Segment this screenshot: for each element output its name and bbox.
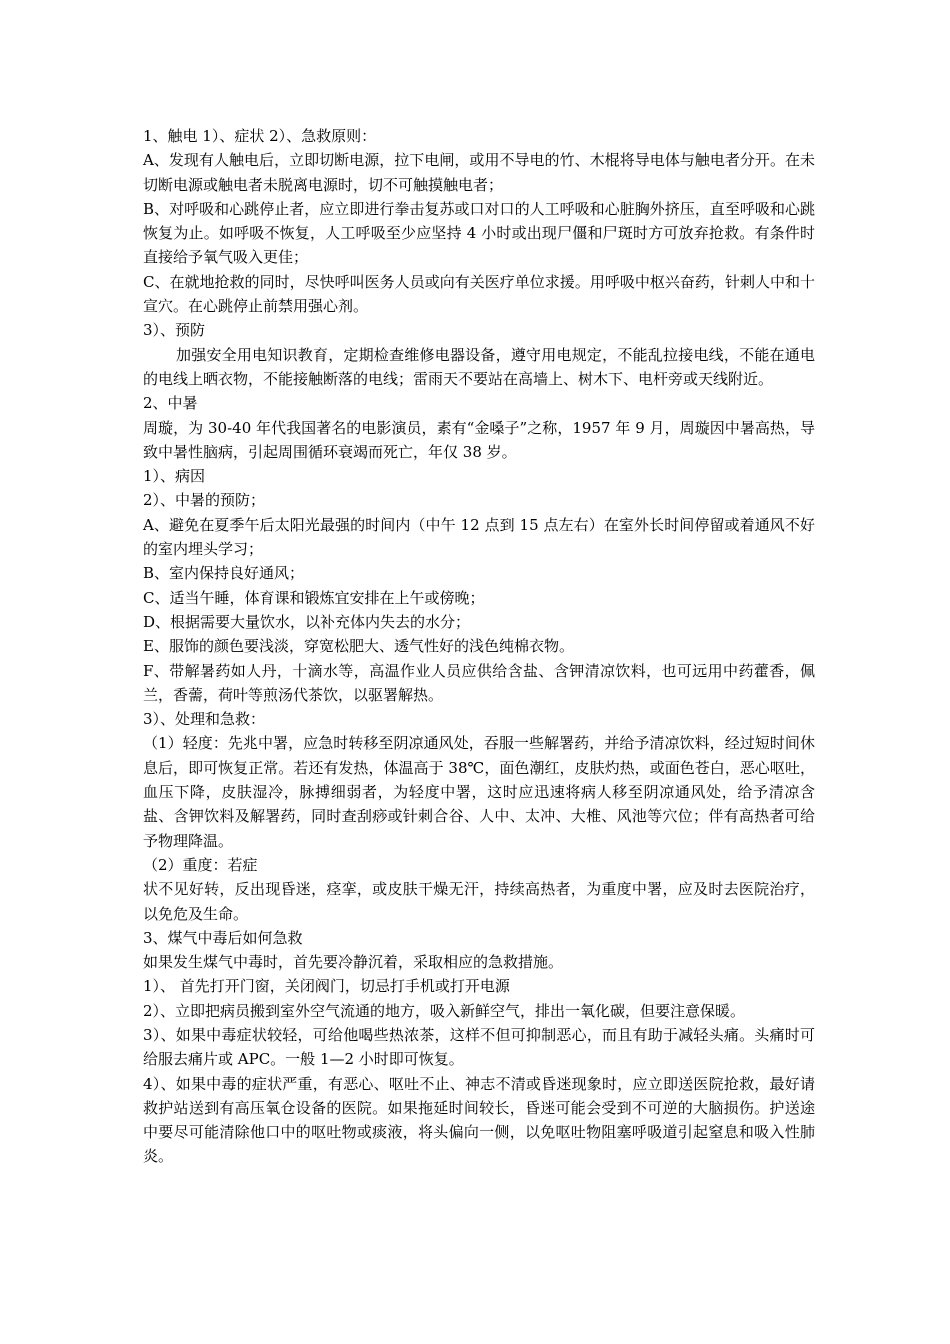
section-heading-heatstroke: 2、中暑 <box>143 394 198 413</box>
paragraph: F、带解暑药如人丹，十滴水等，高温作业人员应供给含盐、含钾清凉饮料，也可远用中药藿香，佩兰，香薷，荷叶等煎汤代茶饮，以驱署解热。 <box>143 661 815 704</box>
paragraph: A、发现有人触电后，立即切断电源，拉下电闸，或用不导电的竹、木棍将导电体与触电者分开。在未切断电源或触电者未脱离电源时，切不可触摸触电者； <box>143 151 815 194</box>
paragraph: B、室内保持良好通风； <box>143 564 305 583</box>
paragraph: 加强安全用电知识教育，定期检查维修电器设备，遵守用电规定，不能乱拉接电线，不能在通电的电线上晒衣物，不能接触断落的电线；雷雨天不要站在高墙上、树木下、电杆旁或天线附近。 <box>143 345 815 388</box>
paragraph: E、服饰的颜色要浅淡，穿宽松肥大、透气性好的浅色纯棉衣物。 <box>143 637 574 656</box>
document-body <box>143 124 815 1169</box>
section-heading-electric-shock: 1、触电 1）、症状 2）、急救原则： <box>143 127 377 145</box>
paragraph: B、对呼吸和心跳停止者，应立即进行拳击复苏或口对口的人工呼吸和心脏胸外挤压，直至呼吸和心跳恢复为止。如呼吸不恢复，人工呼吸至少应坚持 4 小时或出现尸僵和尸斑时方可放弃抢救。有条件时直接给予氧气吸入更佳； <box>143 199 815 267</box>
paragraph: A、避免在夏季午后太阳光最强的时间内（中午 12 点到 15 点左右）在室外长时间停留或着通风不好的室内埋头学习； <box>143 515 815 559</box>
paragraph: 状不见好转，反出现昏迷，痉挛，或皮肤干燥无汗，持续高热者，为重度中署，应及时去医院治疗，以免危及生命。 <box>143 880 815 923</box>
paragraph: 3）、如果中毒症状较轻，可给他喝些热浓茶，这样不但可抑制恶心，而且有助于减轻头痛。头痛时可给服去痛片或 APC。一般 1—2 小时即可恢复。 <box>143 1025 815 1069</box>
subheading-heatstroke-prevention: 2）、中暑的预防； <box>143 491 266 510</box>
paragraph: 2）、立即把病员搬到室外空气流通的地方，吸入新鲜空气，排出一氧化碳，但要注意保暖。 <box>143 1001 746 1020</box>
section-heading-gas-poisoning: 3、煤气中毒后如何急救 <box>143 928 303 947</box>
paragraph: （1）轻度：先兆中署，应急时转移至阴凉通风处，吞服一些解署药，并给予清凉饮料，经过短时间休息后，即可恢复正常。若还有发热，体温高于 38℃，面色潮红，皮肤灼热，或面色苍白，恶心呕吐，血压下降，皮肤湿冷，脉搏细弱者，为轻度中署，这时应迅速将病人移至阴凉通风处，给予清凉含盐、含钾饮料及解署药，同时查刮痧或针刺合谷、人中、太冲、大椎、风池等穴位；伴有高热者可给予物理降温。 <box>143 734 815 850</box>
subheading-treatment: 3）、处理和急救： <box>143 710 266 729</box>
paragraph: 4）、如果中毒的症状严重，有恶心、呕吐不止、神志不清或昏迷现象时，应立即送医院抢救，最好请救护站送到有高压氧仓设备的医院。如果拖延时间较长，昏迷可能会受到不可逆的大脑损伤。护送途中要尽可能清除他口中的呕吐物或痰液，将头偏向一侧，以免呕吐物阻塞呼吸道引起窒息和吸入性肺炎。 <box>143 1074 815 1166</box>
paragraph: C、在就地抢救的同时，尽快呼叫医务人员或向有关医疗单位求援。用呼吸中枢兴奋药，针刺人中和十宣穴。在心跳停止前禁用强心剂。 <box>143 272 815 316</box>
paragraph: C、适当午睡，体育课和锻炼宜安排在上午或傍晚； <box>143 588 485 607</box>
paragraph: 1）、 首先打开门窗，关闭阀门，切忌打手机或打开电源 <box>143 977 510 996</box>
paragraph: （2）重度：若症 <box>143 855 258 874</box>
paragraph: 周璇，为 30-40 年代我国著名的电影演员，素有“金嗓子”之称，1957 年 9 月，周璇因中暑高热，导致中暑性脑病，引起周围循环衰竭而死亡，年仅 38 岁。 <box>143 418 815 461</box>
subheading-prevention: 3）、预防 <box>143 321 206 340</box>
paragraph: 如果发生煤气中毒时，首先要冷静沉着，采取相应的急救措施。 <box>143 953 564 972</box>
subheading-cause: 1）、病因 <box>143 467 206 486</box>
paragraph: D、根据需要大量饮水，以补充体内失去的水分； <box>143 612 471 631</box>
